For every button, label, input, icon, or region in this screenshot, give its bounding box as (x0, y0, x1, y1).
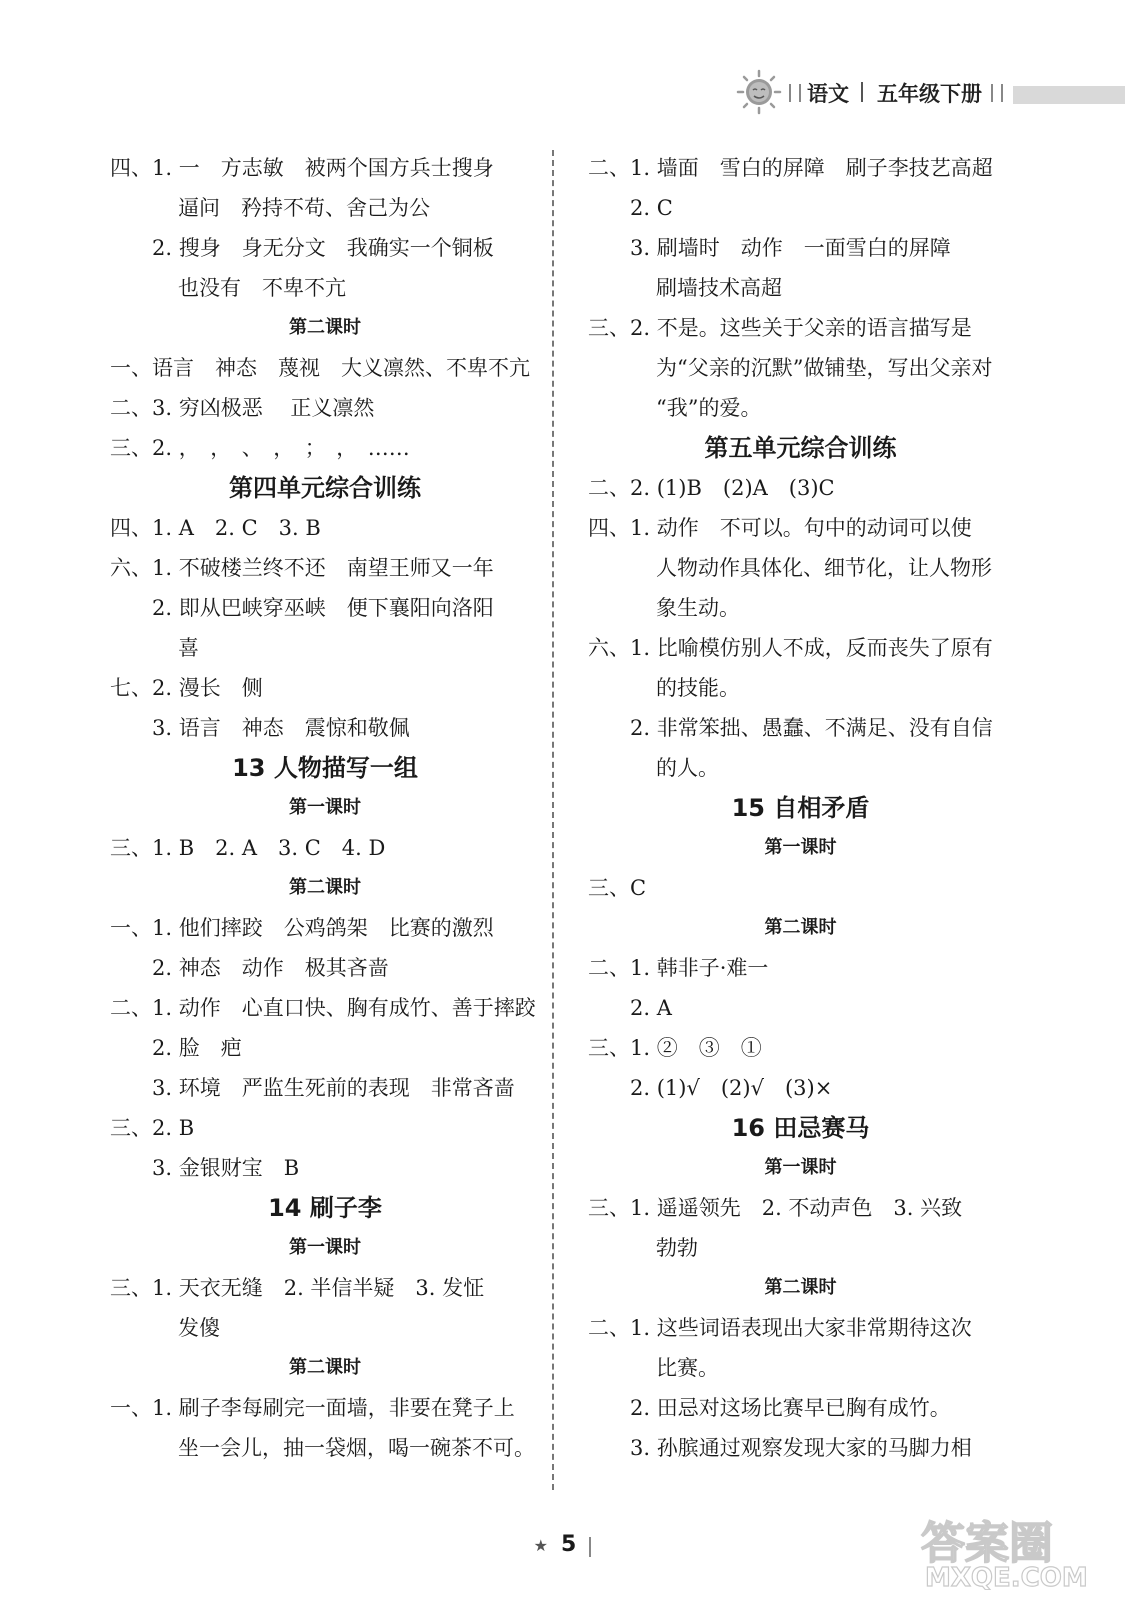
answer-line: 的人。 (656, 756, 719, 780)
header-gray-band (1013, 86, 1125, 104)
answer-line: 七、2. 漫长 侧 (110, 676, 263, 700)
answer-column-left (110, 148, 540, 1468)
answer-line: 一、语言 神态 蔑视 大义凛然、不卑不亢 (110, 356, 530, 380)
answer-line: “我”的爱。 (656, 396, 762, 420)
answer-line: 人物动作具体化、细节化，让人物形 (656, 556, 992, 580)
lesson-subheading: 第二课时 (289, 877, 361, 898)
lesson-subheading: 第二课时 (764, 917, 837, 938)
answer-line: 三、2. 不是。这些关于父亲的语言描写是 (588, 316, 972, 340)
lesson-subheading: 第二课时 (289, 317, 361, 338)
answer-line: 三、2. B (110, 1116, 195, 1140)
answer-line: 二、1. 动作 心直口快、胸有成竹、善于摔跤 (110, 996, 536, 1020)
answer-line: 刷墙技术高超 (656, 276, 782, 300)
answer-line: 3. 金银财宝 B (152, 1156, 300, 1180)
page-number-bar (589, 1537, 591, 1557)
answer-line: 3. 语言 神态 震惊和敬佩 (152, 716, 410, 740)
svg-text:答案圈: 答案圈 (921, 1518, 1053, 1569)
star-icon: ★ (533, 1536, 548, 1555)
answer-line: 一、1. 刷子李每刷完一面墙，非要在凳子上 (110, 1396, 515, 1420)
section-heading: 15 自相矛盾 (731, 794, 870, 822)
answer-column-right (588, 148, 1013, 1468)
answer-line: 2. 神态 动作 极其吝啬 (152, 956, 389, 980)
answer-line: 二、3. 穷凶极恶 正义凛然 (110, 396, 375, 420)
answer-line: 也没有 不卑不亢 (178, 276, 346, 300)
answer-line: 二、1. 这些词语表现出大家非常期待这次 (588, 1316, 972, 1340)
answer-line: 三、1. ② ③ ① (588, 1036, 762, 1060)
answer-line: 的技能。 (656, 676, 740, 700)
answer-line: 3. 孙膑通过观察发现大家的马脚力相 (630, 1436, 972, 1460)
smiling-sun-logo-icon (735, 68, 783, 116)
page-number: 5 (561, 1532, 577, 1557)
answer-line: 2. 田忌对这场比赛早已胸有成竹。 (630, 1396, 951, 1420)
page-header (725, 66, 1125, 120)
answer-line: 2. (1)√ (2)√ (3)× (630, 1076, 833, 1100)
answer-line: 象生动。 (656, 596, 740, 620)
answer-line: 六、1. 比喻模仿别人不成，反而丧失了原有 (588, 636, 993, 660)
answer-line: 三、C (588, 876, 647, 900)
answer-line: 二、2. (1)B (2)A (3)C (588, 476, 835, 500)
lesson-subheading: 第一课时 (289, 797, 361, 818)
grade-label: 五年级下册 (877, 82, 982, 106)
answer-line: 3. 刷墙时 动作 一面雪白的屏障 (630, 236, 951, 260)
answer-line: 三、1. 天衣无缝 2. 半信半疑 3. 发怔 (110, 1276, 485, 1300)
answer-line: 喜 (178, 636, 199, 660)
answer-line: 2. 非常笨拙、愚蠢、不满足、没有自信 (630, 716, 993, 740)
answer-line: 三、1. 遥遥领先 2. 不动声色 3. 兴致 (588, 1196, 963, 1220)
answer-line: 四、1. 动作 不可以。句中的动词可以使 (588, 516, 972, 540)
lesson-subheading: 第二课时 (289, 1357, 361, 1378)
answer-line: 2. 搜身 身无分文 我确实一个铜板 (152, 236, 494, 260)
answer-line: 四、1. 一 方志敏 被两个国方兵士搜身 (110, 156, 494, 180)
lesson-subheading: 第一课时 (764, 837, 837, 858)
answer-line: 发傻 (178, 1316, 220, 1340)
answer-line: 三、2. ， ， 、 ， ； ， …… (110, 436, 410, 460)
answer-line: 2. C (630, 196, 673, 220)
section-heading: 16 田忌赛马 (731, 1114, 870, 1142)
section-heading: 第五单元综合训练 (704, 434, 897, 462)
answer-line: 3. 环境 严监生死前的表现 非常吝啬 (152, 1076, 515, 1100)
answer-line: 四、1. A 2. C 3. B (110, 516, 321, 540)
header-separator (861, 82, 863, 102)
answer-line: 比赛。 (656, 1356, 719, 1380)
answer-line: 勃勃 (656, 1236, 698, 1260)
answer-line: 坐一会儿，抽一袋烟，喝一碗茶不可。 (178, 1436, 535, 1460)
section-heading: 14 刷子李 (268, 1194, 382, 1222)
lesson-subheading: 第一课时 (764, 1157, 837, 1178)
answer-line: 二、1. 墙面 雪白的屏障 刷子李技艺高超 (588, 156, 993, 180)
subject-label: 语文 (807, 82, 849, 106)
answer-line: 2. 脸 疤 (152, 1036, 242, 1060)
lesson-subheading: 第二课时 (764, 1277, 837, 1298)
section-heading: 13 人物描写一组 (232, 754, 418, 782)
section-heading: 第四单元综合训练 (229, 474, 421, 502)
answer-line: 2. A (630, 996, 672, 1020)
answer-line: 逼问 矜持不苟、舍己为公 (178, 196, 430, 220)
watermark-logo (911, 1510, 1111, 1590)
header-bars-right (991, 84, 1003, 102)
svg-text:MXQE.COM: MXQE.COM (925, 1563, 1088, 1590)
answer-line: 三、1. B 2. A 3. C 4. D (110, 836, 386, 860)
answer-line: 为“父亲的沉默”做铺垫，写出父亲对 (656, 356, 993, 380)
answer-line: 一、1. 他们摔跤 公鸡鸽架 比赛的激烈 (110, 916, 494, 940)
header-bars-left (789, 84, 801, 102)
answer-line: 二、1. 韩非子·难一 (588, 956, 769, 980)
lesson-subheading: 第一课时 (289, 1237, 361, 1258)
answer-line: 2. 即从巴峡穿巫峡 便下襄阳向洛阳 (152, 596, 494, 620)
column-divider (552, 150, 554, 1490)
answer-line: 六、1. 不破楼兰终不还 南望王师又一年 (110, 556, 494, 580)
